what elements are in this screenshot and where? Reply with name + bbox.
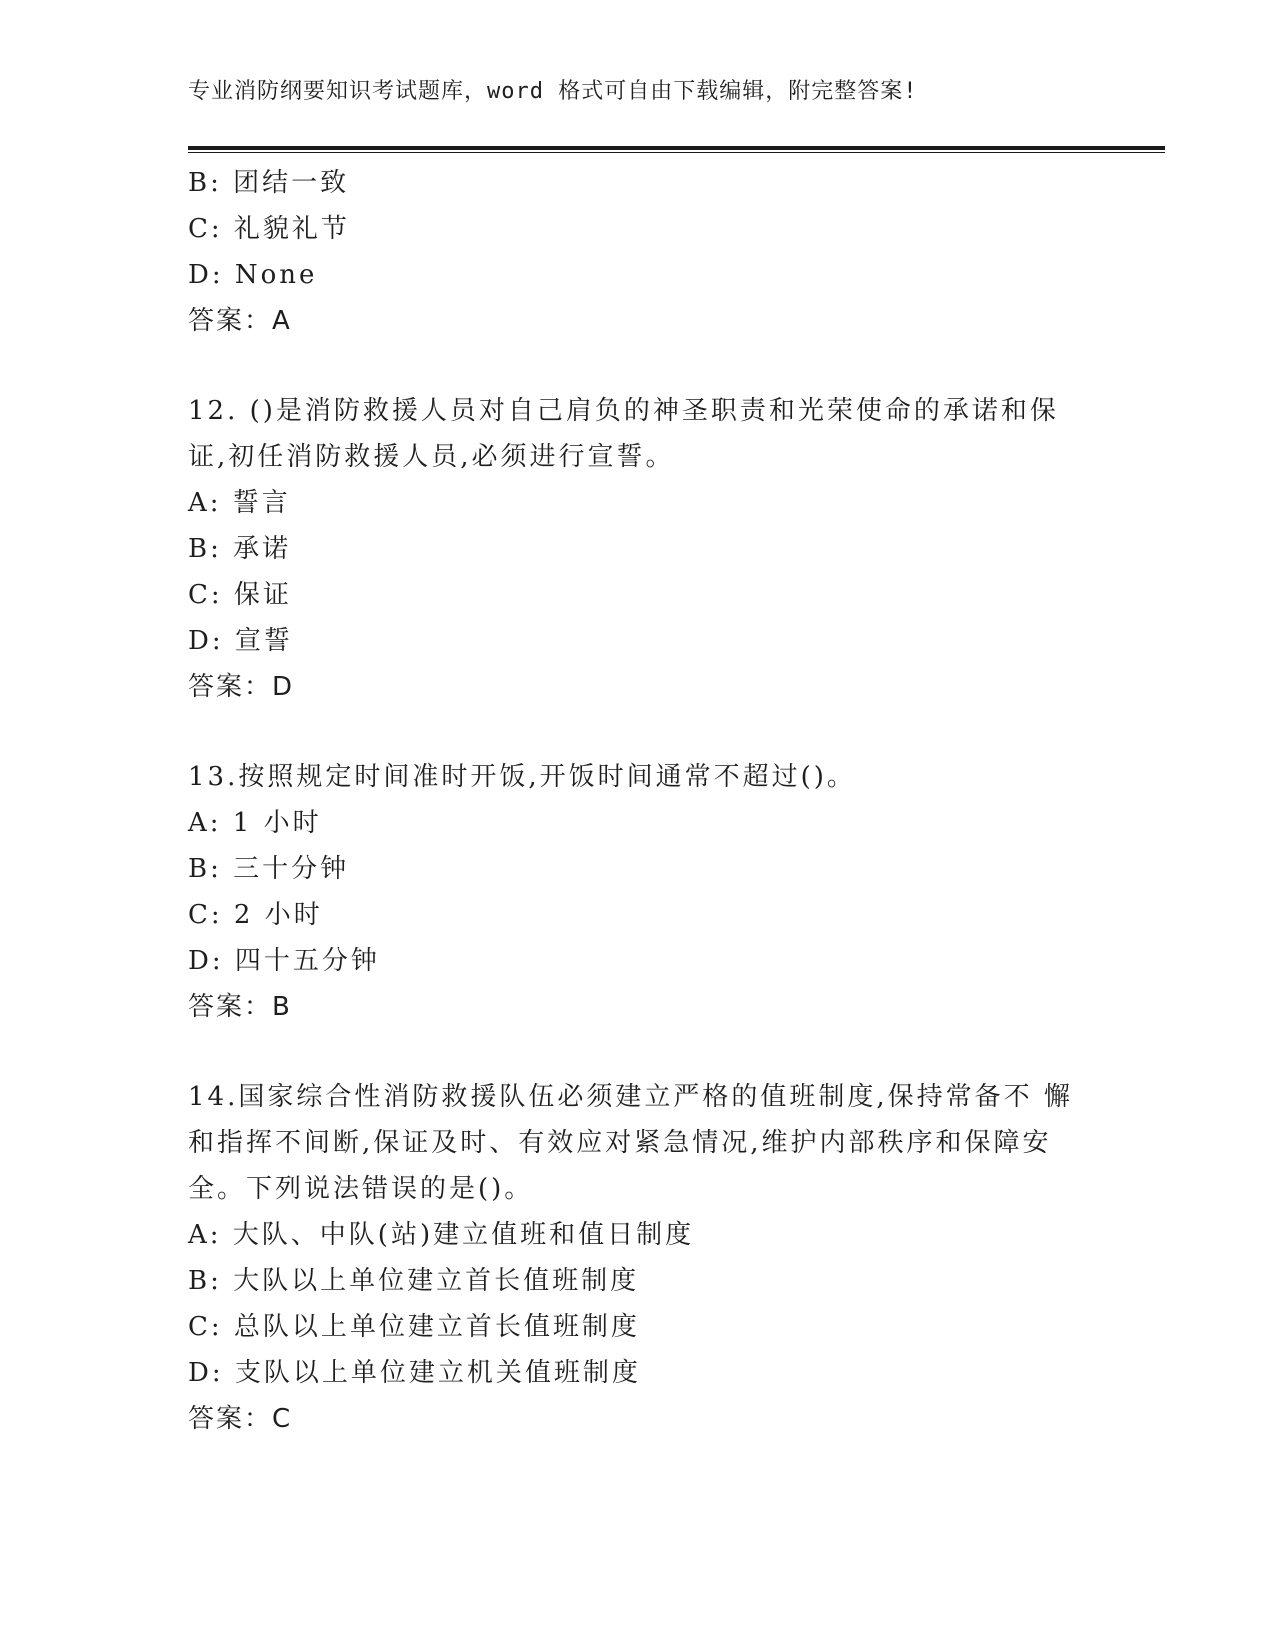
question-14-block bbox=[188, 1074, 1088, 1442]
question-13-block bbox=[188, 754, 1088, 1030]
option-a: A: 誓言 bbox=[188, 488, 291, 518]
question-text-line: 和指挥不间断,保证及时、有效应对紧急情况,维护内部秩序和保障安 bbox=[188, 1128, 1052, 1158]
question-text-line: 12. ()是消防救援人员对自己肩负的神圣职责和光荣使命的承诺和保 bbox=[188, 396, 1059, 426]
question-text-line: 全。下列说法错误的是()。 bbox=[188, 1174, 534, 1204]
spacer bbox=[188, 344, 1088, 388]
option-b: B: 承诺 bbox=[188, 534, 292, 564]
option-b: B: 团结一致 bbox=[188, 168, 350, 198]
header-rule-thin bbox=[188, 152, 1165, 153]
question-text-line: 14.国家综合性消防救援队伍必须建立严格的值班制度,保持常备不 懈 bbox=[188, 1082, 1073, 1112]
option-b: B: 大队以上单位建立首长值班制度 bbox=[188, 1266, 640, 1296]
option-c: C: 保证 bbox=[188, 580, 292, 610]
option-d: D: 四十五分钟 bbox=[188, 946, 380, 976]
header-rule-thick bbox=[188, 146, 1165, 150]
option-c: C: 总队以上单位建立首长值班制度 bbox=[188, 1312, 640, 1342]
option-b: B: 三十分钟 bbox=[188, 854, 350, 884]
option-a: A: 大队、中队(站)建立值班和值日制度 bbox=[188, 1220, 695, 1250]
question-content bbox=[188, 160, 1088, 1442]
spacer bbox=[188, 710, 1088, 754]
question-text-line: 13.按照规定时间准时开饭,开饭时间通常不超过()。 bbox=[188, 762, 856, 792]
question-text-line: 证,初任消防救援人员,必须进行宣誓。 bbox=[188, 442, 675, 472]
option-c: C: 2 小时 bbox=[188, 900, 323, 930]
answer-line: 答案：C bbox=[188, 1404, 293, 1434]
option-a: A: 1 小时 bbox=[188, 808, 322, 838]
spacer bbox=[188, 1030, 1088, 1074]
option-d: D: 支队以上单位建立机关值班制度 bbox=[188, 1358, 641, 1388]
answer-line: 答案：D bbox=[188, 672, 295, 702]
answer-line: 答案：A bbox=[188, 306, 292, 336]
option-d: D: None bbox=[188, 260, 318, 290]
page-header-title: 专业消防纲要知识考试题库，word 格式可自由下载编辑，附完整答案! bbox=[188, 79, 918, 104]
question-12-block bbox=[188, 388, 1088, 710]
prev-question-block bbox=[188, 160, 1088, 344]
option-c: C: 礼貌礼节 bbox=[188, 214, 350, 244]
answer-line: 答案：B bbox=[188, 992, 292, 1022]
option-d: D: 宣誓 bbox=[188, 626, 293, 656]
